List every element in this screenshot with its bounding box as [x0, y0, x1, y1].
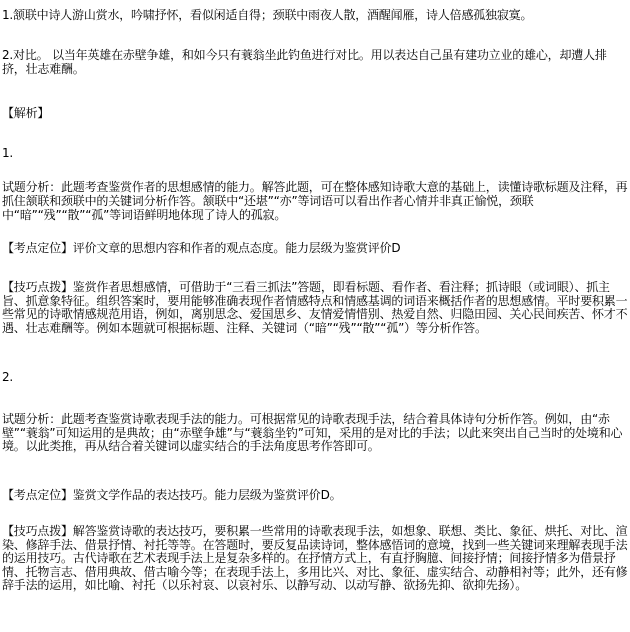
question-1-analysis: 试题分析：此题考查鉴赏作者的思想感情的能力。解答此题，可在整体感知诗歌大意的基础上，读懂诗歌标题及注释，再抓住颔联和颈联中的关键词分析作答。颔联中“还堪”“亦”等词语可以看出作者心情并非真正愉悦，颈联中“暗”“残”“散”“孤”等词语鲜明地体现了诗人的孤寂。 — [2, 180, 628, 222]
question-1-technique-tip: 【技巧点拨】鉴赏作者思想感情，可借助于“三看三抓法”答题，即看标题、看作者、看注释；抓诗眼（或词眼）、抓主旨、抓意象特征。组织答案时，要用能够准确表现作者情感特点和情感基调的词语来概括作者的思想感情。平时要积累一些常见的诗歌情感规范用语，例如，离别思念、爱国思乡、友情爱情惜别、热爱自然、归隐田园、关心民间疾苦、怀才不遇、壮志难酬等。例如本题就可根据标题、注释、关键词（“暗”“残”“散”“孤”）等分析作答。 — [2, 280, 628, 335]
question-2-exam-point: 【考点定位】鉴赏文学作品的表达技巧。能力层级为鉴赏评价D。 — [2, 488, 342, 502]
analysis-number-1: 1. — [2, 146, 14, 160]
analysis-number-2: 2. — [2, 370, 14, 384]
answer-2-text: 2.对比。 以当年英雄在赤壁争雄，和如今只有蓑翁坐此钓鱼进行对比。用以表达自己虽有建功立业的雄心，却遭人排挤，壮志难酬。 — [2, 48, 607, 76]
answer-1-text: 1.颔联中诗人游山赏水，吟啸抒怀，看似闲适自得；颈联中雨夜人散，酒醒闻雁，诗人倍感孤独寂寞。 — [2, 8, 533, 22]
question-2-technique-tip: 【技巧点拨】解答鉴赏诗歌的表达技巧，要积累一些常用的诗歌表现手法，如想象、联想、类比、象征、烘托、对比、渲染、修辞手法、借景抒情、衬托等等。在答题时，要反复品读诗词，整体感悟词的意境，找到一些关键词来理解表现手法的运用技巧。古代诗歌在艺术表现手法上是复杂多样的。在抒情方式上，有直抒胸臆、间接抒情；间接抒情多为借景抒情、托物言志、借用典故、借古喻今等；在表现手法上，多用比兴、对比、象征、虚实结合、动静相衬等；此外，还有修辞手法的运用，如比喻、衬托（以乐衬哀、以哀衬乐、以静写动、以动写静、欲扬先抑、欲抑先扬）。 — [2, 524, 628, 592]
question-2-analysis: 试题分析：此题考查鉴赏诗歌表现手法的能力。可根据常见的诗歌表现手法，结合着具体诗句分析作答。例如，由“赤壁”“蓑翁”可知运用的是典故；由“赤壁争雄”与“蓑翁坐钓”可知，采用的是对比的手法；以此来突出自己当时的处境和心境。以此类推，再从结合着关键词以虚实结合的手法角度思考作答即可。 — [2, 412, 623, 453]
question-1-exam-point: 【考点定位】评价文章的思想内容和作者的观点态度。能力层级为鉴赏评价D — [2, 241, 401, 255]
analysis-heading: 【解析】 — [2, 106, 50, 120]
